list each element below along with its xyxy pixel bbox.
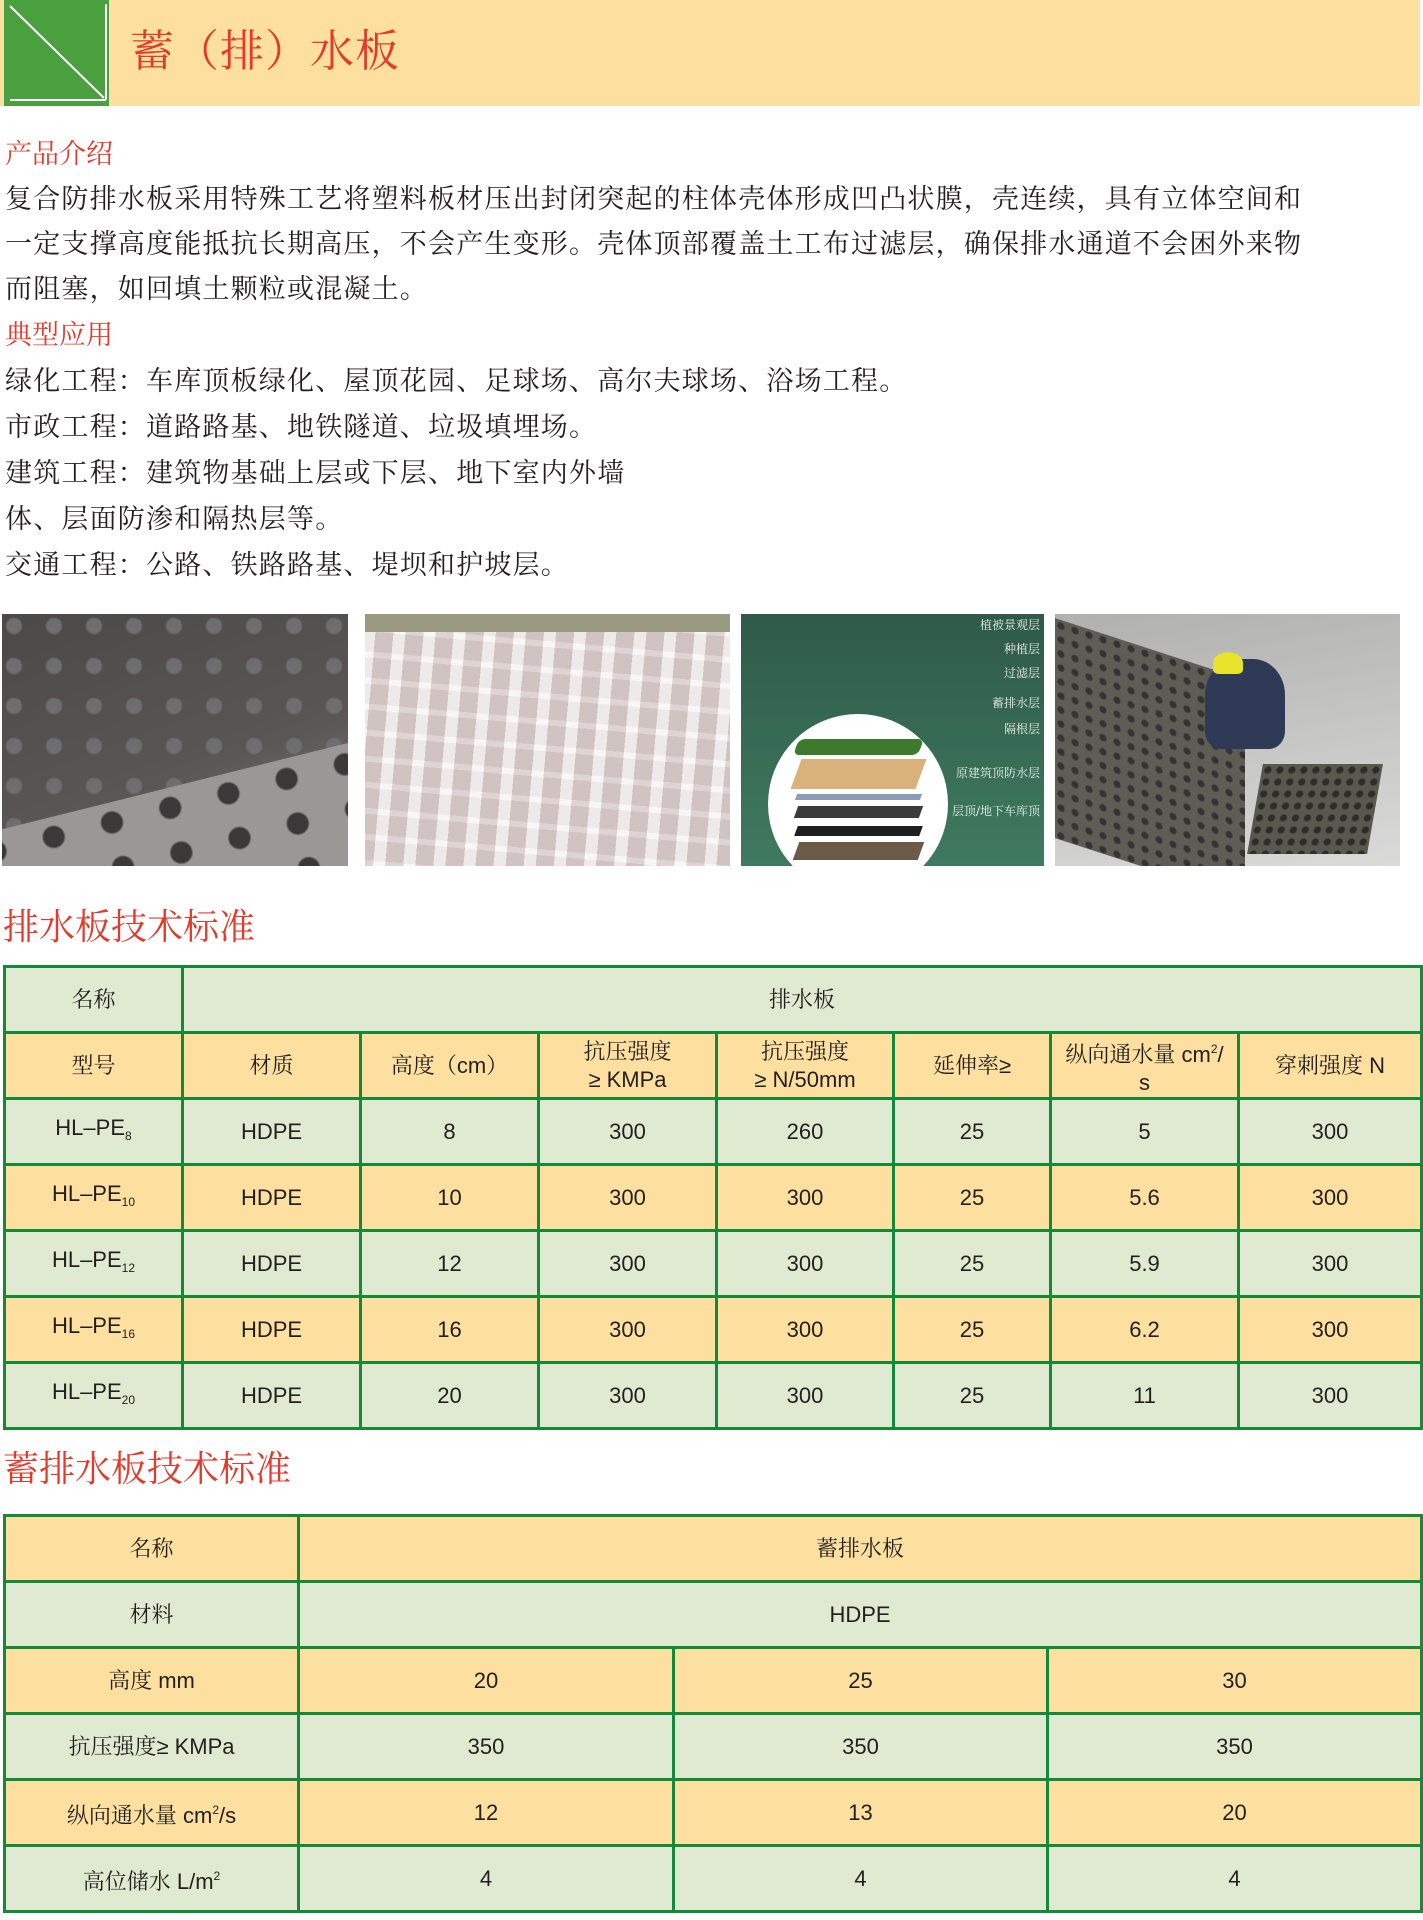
table-header-row — [5, 1033, 1422, 1099]
name-label: 名称 — [5, 1516, 299, 1582]
cell-value: 4 — [1048, 1846, 1422, 1912]
diagram-label: 隔根层 — [1003, 722, 1040, 736]
cell-comp-n: 300 — [717, 1363, 894, 1429]
cell-elongation: 25 — [894, 1297, 1051, 1363]
cell-material: HDPE — [183, 1297, 361, 1363]
diagram-label: 层顶/地下车库顶 — [951, 804, 1040, 818]
drainage-board-spec-table — [3, 965, 1423, 1430]
cell-flow: 5 — [1051, 1099, 1239, 1165]
table-row — [5, 1165, 1422, 1231]
intro-heading: 产品介绍 — [5, 139, 113, 170]
cell-model: $HL-PE_{12}$ — [5, 1231, 183, 1297]
cell-comp-kmpa: 300 — [539, 1099, 717, 1165]
row-label: 高位储水 $L/m^2$ — [5, 1846, 299, 1912]
cell-value: 4 — [299, 1846, 674, 1912]
cell-puncture: 300 — [1239, 1165, 1422, 1231]
table-row — [5, 1780, 1422, 1846]
table2-title: 蓄排水板技术标准 — [3, 1449, 292, 1490]
cell-elongation: 25 — [894, 1099, 1051, 1165]
cell-value: 20 — [299, 1648, 674, 1714]
cell-model: $HL-PE_{16}$ — [5, 1297, 183, 1363]
table-row — [5, 1231, 1422, 1297]
diagram-label: 种植层 — [1003, 642, 1040, 656]
table-row — [5, 1846, 1422, 1912]
photo-installation — [1055, 614, 1400, 866]
cell-material: HDPE — [183, 1231, 361, 1297]
table-row — [5, 1582, 1422, 1648]
cell-value: 350 — [674, 1714, 1048, 1780]
table-row — [5, 1099, 1422, 1165]
cell-value: 30 — [1048, 1648, 1422, 1714]
cell-comp-n: 300 — [717, 1165, 894, 1231]
col-header-flow: 纵向通水量 $cm^2/$ s — [1051, 1033, 1239, 1099]
cell-material: HDPE — [183, 1099, 361, 1165]
cell-value: 25 — [674, 1648, 1048, 1714]
intro-line: 复合防排水板采用特殊工艺将塑料板材压出封闭突起的柱体壳体形成凹凸状膜，壳连续，具有立体空间和 — [5, 184, 1303, 215]
cell-model: $HL-PE_{20}$ — [5, 1363, 183, 1429]
cell-comp-n: 300 — [717, 1297, 894, 1363]
application-line: 建筑工程：建筑物基础上层或下层、地下室内外墙 — [5, 458, 626, 489]
table-row — [5, 1363, 1422, 1429]
cell-value: 13 — [674, 1780, 1048, 1846]
col-header-comp-n: 抗压强度 ≥ N/50mm — [717, 1033, 894, 1099]
cell-comp-kmpa: 300 — [539, 1231, 717, 1297]
cell-elongation: 25 — [894, 1165, 1051, 1231]
applications-heading: 典型应用 — [5, 320, 113, 351]
table1-title: 排水板技术标准 — [3, 907, 256, 948]
row-label: 高度 mm — [5, 1648, 299, 1714]
photo-roof-layer-diagram — [741, 614, 1044, 866]
cell-elongation: 25 — [894, 1363, 1051, 1429]
diagonal-arrow-icon — [4, 0, 109, 106]
cell-comp-kmpa: 300 — [539, 1363, 717, 1429]
cell-model: $HL-PE_8$ — [5, 1099, 183, 1165]
cell-height: 12 — [361, 1231, 539, 1297]
storage-drainage-board-spec-table — [3, 1514, 1423, 1913]
cell-puncture: 300 — [1239, 1297, 1422, 1363]
col-header-comp-kmpa: 抗压强度 ≥ KMPa — [539, 1033, 717, 1099]
table-row — [5, 1297, 1422, 1363]
cell-flow: 11 — [1051, 1363, 1239, 1429]
cell-comp-n: 300 — [717, 1231, 894, 1297]
diagram-label: 过滤层 — [1003, 666, 1040, 680]
page-title: 蓄（排）水板 — [130, 26, 400, 77]
col-header-model: 型号 — [5, 1033, 183, 1099]
cell-material: HDPE — [183, 1363, 361, 1429]
cell-puncture: 300 — [1239, 1099, 1422, 1165]
cell-height: 16 — [361, 1297, 539, 1363]
cell-flow: 6.2 — [1051, 1297, 1239, 1363]
diagram-label: 原建筑顶防水层 — [955, 766, 1040, 780]
application-line: 市政工程：道路路基、地铁隧道、垃圾填埋场。 — [5, 412, 598, 443]
cell-model: $HL-PE_{10}$ — [5, 1165, 183, 1231]
cell-elongation: 25 — [894, 1231, 1051, 1297]
row-label: 抗压强度≥ KMPa — [5, 1714, 299, 1780]
col-header-elongation: 延伸率≥ — [894, 1033, 1051, 1099]
col-header-height: 高度（cm） — [361, 1033, 539, 1099]
cell-flow: 5.9 — [1051, 1231, 1239, 1297]
row-label: 纵向通水量 $cm^2/s$ — [5, 1780, 299, 1846]
cell-height: 10 — [361, 1165, 539, 1231]
cell-value: 12 — [299, 1780, 674, 1846]
col-header-puncture: 穿刺强度 N — [1239, 1033, 1422, 1099]
cell-height: 20 — [361, 1363, 539, 1429]
name-label: 名称 — [5, 967, 183, 1033]
table-row — [5, 967, 1422, 1033]
cell-value: 350 — [299, 1714, 674, 1780]
application-line: 绿化工程：车库顶板绿化、屋顶花园、足球场、高尔夫球场、浴场工程。 — [5, 366, 908, 397]
cell-puncture: 300 — [1239, 1363, 1422, 1429]
photo-geotextile — [365, 614, 730, 866]
cell-puncture: 300 — [1239, 1231, 1422, 1297]
cell-material: HDPE — [183, 1165, 361, 1231]
logo-box — [4, 0, 109, 106]
table-row — [5, 1648, 1422, 1714]
application-line: 体、层面防渗和隔热层等。 — [5, 504, 344, 535]
name-value: 蓄排水板 — [299, 1516, 1422, 1582]
application-line: 交通工程：公路、铁路路基、堤坝和护坡层。 — [5, 550, 569, 581]
material-value: HDPE — [299, 1582, 1422, 1648]
table-row — [5, 1714, 1422, 1780]
diagram-label: 蓄排水层 — [991, 696, 1040, 710]
cell-value: 350 — [1048, 1714, 1422, 1780]
cell-comp-n: 260 — [717, 1099, 894, 1165]
intro-line: 而阻塞，如回填土颗粒或混凝土。 — [5, 274, 428, 305]
cell-value: 4 — [674, 1846, 1048, 1912]
intro-line: 一定支撑高度能抵抗长期高压，不会产生变形。壳体顶部覆盖土工布过滤层，确保排水通道不会困外来物 — [5, 229, 1303, 260]
name-value: 排水板 — [183, 967, 1422, 1033]
cell-comp-kmpa: 300 — [539, 1297, 717, 1363]
cell-height: 8 — [361, 1099, 539, 1165]
photo-dimpled-sheet — [2, 614, 348, 866]
material-label: 材料 — [5, 1582, 299, 1648]
cell-value: 20 — [1048, 1780, 1422, 1846]
col-header-material: 材质 — [183, 1033, 361, 1099]
table-row — [5, 1516, 1422, 1582]
cell-comp-kmpa: 300 — [539, 1165, 717, 1231]
header-band — [0, 0, 1420, 106]
cell-flow: 5.6 — [1051, 1165, 1239, 1231]
diagram-label: 植被景观层 — [979, 618, 1040, 632]
